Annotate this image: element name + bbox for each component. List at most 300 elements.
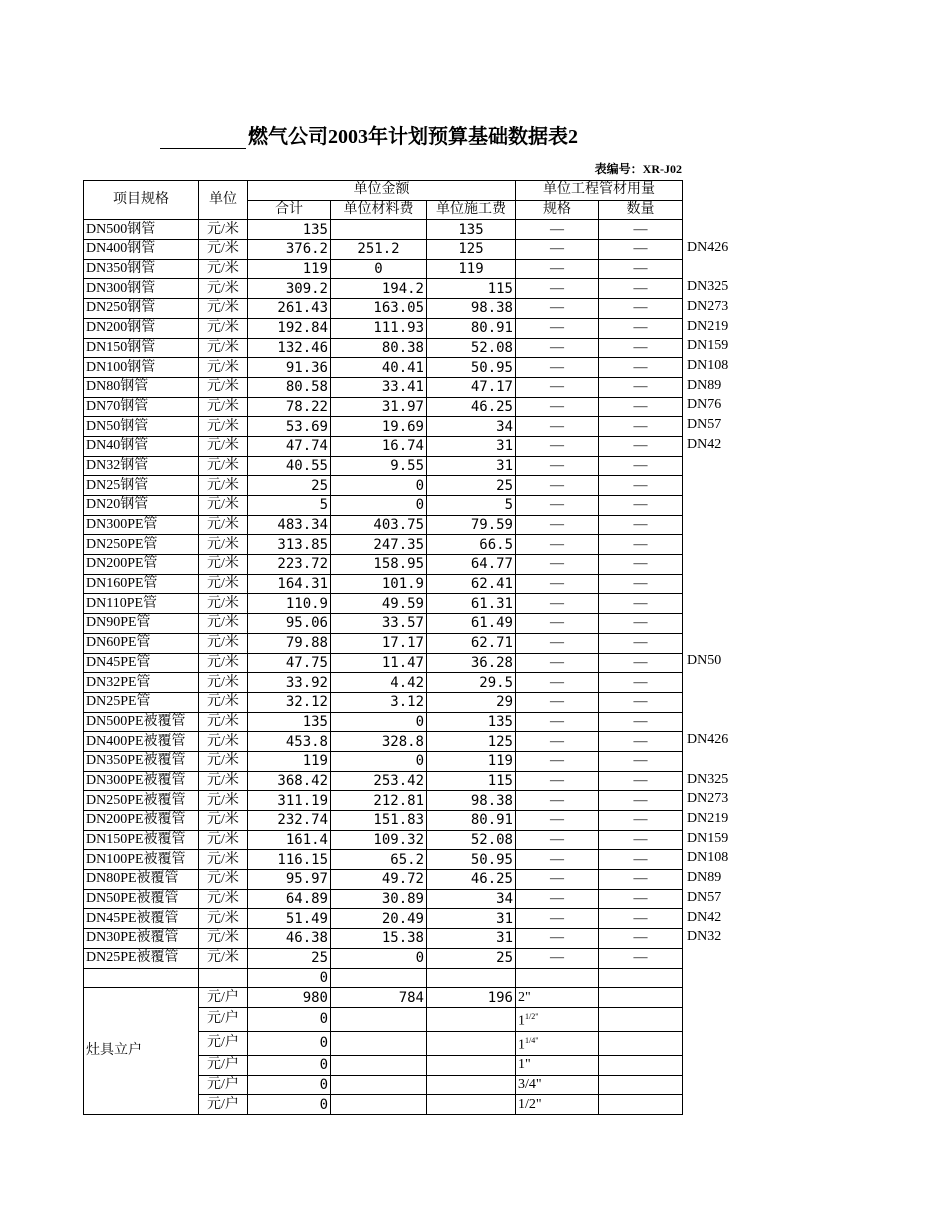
item-name: DN300PE被覆管 bbox=[84, 771, 199, 791]
spec-cell: — bbox=[516, 220, 599, 240]
total-cost: 368.42 bbox=[248, 771, 331, 791]
qty-cell: — bbox=[599, 456, 683, 476]
item-name: DN45PE管 bbox=[84, 653, 199, 673]
material-cost: 212.81 bbox=[331, 791, 427, 811]
construction-cost: 61.49 bbox=[427, 614, 516, 634]
side-note: DN42 bbox=[687, 909, 722, 925]
total-cost: 46.38 bbox=[248, 929, 331, 949]
unit-cell: 元/米 bbox=[199, 830, 248, 850]
item-name: DN500PE被覆管 bbox=[84, 712, 199, 732]
spec-sup: 1/2" bbox=[525, 1012, 539, 1022]
unit-cell: 元/米 bbox=[199, 712, 248, 732]
construction-cost: 62.41 bbox=[427, 574, 516, 594]
material-cost bbox=[331, 1007, 427, 1031]
table-row bbox=[84, 712, 683, 732]
spec-cell bbox=[516, 988, 599, 1008]
qty-cell: — bbox=[599, 732, 683, 752]
spec-cell bbox=[516, 968, 599, 988]
material-cost: 40.41 bbox=[331, 358, 427, 378]
total-cost: 91.36 bbox=[248, 358, 331, 378]
qty-cell: — bbox=[599, 259, 683, 279]
material-cost: 0 bbox=[331, 948, 427, 968]
header-spec: 规格 bbox=[516, 200, 599, 220]
unit-cell: 元/米 bbox=[199, 515, 248, 535]
header-unit: 单位 bbox=[199, 181, 248, 220]
material-cost bbox=[331, 1075, 427, 1095]
construction-cost: 31 bbox=[427, 929, 516, 949]
qty-cell bbox=[599, 1007, 683, 1031]
construction-cost: 135 bbox=[427, 712, 516, 732]
total-cost: 53.69 bbox=[248, 417, 331, 437]
item-name: DN60PE管 bbox=[84, 633, 199, 653]
header-qty: 数量 bbox=[599, 200, 683, 220]
qty-cell: — bbox=[599, 653, 683, 673]
total-cost: 47.75 bbox=[248, 653, 331, 673]
unit-cell: 元/米 bbox=[199, 417, 248, 437]
construction-cost: 31 bbox=[427, 909, 516, 929]
total-cost: 95.97 bbox=[248, 870, 331, 890]
table-row bbox=[84, 889, 683, 909]
construction-cost: 5 bbox=[427, 496, 516, 516]
qty-cell: — bbox=[599, 889, 683, 909]
table-row bbox=[84, 791, 683, 811]
unit-cell: 元/米 bbox=[199, 318, 248, 338]
construction-cost: 47.17 bbox=[427, 377, 516, 397]
item-name: DN150钢管 bbox=[84, 338, 199, 358]
material-cost: 20.49 bbox=[331, 909, 427, 929]
qty-cell: — bbox=[599, 417, 683, 437]
title-text: 燃气公司2003年计划预算基础数据表2 bbox=[248, 126, 578, 148]
spec-cell: — bbox=[516, 732, 599, 752]
qty-cell: — bbox=[599, 574, 683, 594]
construction-cost: 135 bbox=[427, 220, 516, 240]
table-row bbox=[84, 318, 683, 338]
unit-cell: 元/户 bbox=[199, 1007, 248, 1031]
header-construction: 单位施工费 bbox=[427, 200, 516, 220]
spec-cell: — bbox=[516, 397, 599, 417]
unit-cell: 元/米 bbox=[199, 653, 248, 673]
unit-cell: 元/米 bbox=[199, 436, 248, 456]
unit-cell: 元/米 bbox=[199, 496, 248, 516]
construction-cost: 31 bbox=[427, 436, 516, 456]
page-title bbox=[160, 120, 660, 150]
item-name: DN40钢管 bbox=[84, 436, 199, 456]
construction-cost bbox=[427, 968, 516, 988]
table-row bbox=[84, 377, 683, 397]
stove-label: 灶具立户 bbox=[84, 988, 199, 1115]
side-note: DN57 bbox=[687, 417, 722, 432]
construction-cost: 98.38 bbox=[427, 299, 516, 319]
spec-cell: — bbox=[516, 909, 599, 929]
material-cost: 80.38 bbox=[331, 338, 427, 358]
spec-cell: — bbox=[516, 712, 599, 732]
construction-cost: 80.91 bbox=[427, 318, 516, 338]
item-name: DN80钢管 bbox=[84, 377, 199, 397]
construction-cost: 62.71 bbox=[427, 633, 516, 653]
spec-cell bbox=[516, 1095, 599, 1115]
side-note: DN50 bbox=[687, 653, 722, 669]
total-cost: 164.31 bbox=[248, 574, 331, 594]
form-code: 表编号：XR-J02 bbox=[594, 162, 682, 176]
unit-cell: 元/米 bbox=[199, 259, 248, 279]
spec-cell bbox=[516, 1075, 599, 1095]
table-row bbox=[84, 811, 683, 831]
spec-cell: — bbox=[516, 889, 599, 909]
construction-cost: 34 bbox=[427, 889, 516, 909]
unit-cell: 元/米 bbox=[199, 397, 248, 417]
item-name: DN70钢管 bbox=[84, 397, 199, 417]
unit-cell: 元/米 bbox=[199, 751, 248, 771]
table-row bbox=[84, 653, 683, 673]
spec-cell bbox=[516, 1031, 599, 1055]
table-row bbox=[84, 358, 683, 378]
total-cost: 25 bbox=[248, 476, 331, 496]
total-cost: 0 bbox=[248, 1095, 331, 1115]
unit-cell: 元/米 bbox=[199, 732, 248, 752]
construction-cost: 46.25 bbox=[427, 870, 516, 890]
unit-cell: 元/米 bbox=[199, 948, 248, 968]
spec-cell: — bbox=[516, 614, 599, 634]
item-name: DN100PE被覆管 bbox=[84, 850, 199, 870]
unit-cell: 元/米 bbox=[199, 555, 248, 575]
unit-cell: 元/米 bbox=[199, 870, 248, 890]
total-cost: 32.12 bbox=[248, 692, 331, 712]
item-name: DN100钢管 bbox=[84, 358, 199, 378]
construction-cost: 50.95 bbox=[427, 358, 516, 378]
item-name: DN90PE管 bbox=[84, 614, 199, 634]
construction-cost: 125 bbox=[427, 240, 516, 260]
qty-cell: — bbox=[599, 594, 683, 614]
qty-cell: — bbox=[599, 358, 683, 378]
spec-main: 1 bbox=[518, 1013, 525, 1029]
material-cost: 16.74 bbox=[331, 436, 427, 456]
qty-cell: — bbox=[599, 673, 683, 693]
material-cost: 194.2 bbox=[331, 279, 427, 299]
spec-cell: — bbox=[516, 751, 599, 771]
construction-cost bbox=[427, 1095, 516, 1115]
spec-cell: — bbox=[516, 417, 599, 437]
item-name: DN32钢管 bbox=[84, 456, 199, 476]
table-row bbox=[84, 240, 683, 260]
qty-cell: — bbox=[599, 279, 683, 299]
construction-cost: 64.77 bbox=[427, 555, 516, 575]
total-cost: 119 bbox=[248, 751, 331, 771]
item-name: DN32PE管 bbox=[84, 673, 199, 693]
material-cost: 49.72 bbox=[331, 870, 427, 890]
unit-cell: 元/米 bbox=[199, 791, 248, 811]
construction-cost: 29.5 bbox=[427, 673, 516, 693]
table-row bbox=[84, 633, 683, 653]
total-cost: 0 bbox=[248, 1075, 331, 1095]
qty-cell: — bbox=[599, 633, 683, 653]
unit-cell: 元/米 bbox=[199, 811, 248, 831]
spec-main: 1/2" bbox=[518, 1096, 542, 1112]
item-name: DN200PE管 bbox=[84, 555, 199, 575]
material-cost: 49.59 bbox=[331, 594, 427, 614]
qty-cell: — bbox=[599, 535, 683, 555]
spec-cell: — bbox=[516, 633, 599, 653]
qty-cell: — bbox=[599, 771, 683, 791]
unit-cell: 元/米 bbox=[199, 614, 248, 634]
material-cost: 17.17 bbox=[331, 633, 427, 653]
table-row bbox=[84, 830, 683, 850]
material-cost: 101.9 bbox=[331, 574, 427, 594]
unit-cell: 元/米 bbox=[199, 889, 248, 909]
item-name: DN110PE管 bbox=[84, 594, 199, 614]
spec-cell: — bbox=[516, 515, 599, 535]
material-cost: 11.47 bbox=[331, 653, 427, 673]
spec-cell: — bbox=[516, 692, 599, 712]
construction-cost: 52.08 bbox=[427, 830, 516, 850]
item-name: DN30PE被覆管 bbox=[84, 929, 199, 949]
qty-cell: — bbox=[599, 692, 683, 712]
table-row bbox=[84, 338, 683, 358]
table-row bbox=[84, 870, 683, 890]
material-cost: 31.97 bbox=[331, 397, 427, 417]
qty-cell: — bbox=[599, 436, 683, 456]
item-name: DN25PE被覆管 bbox=[84, 948, 199, 968]
table-row bbox=[84, 673, 683, 693]
item-name: DN500钢管 bbox=[84, 220, 199, 240]
total-cost: 51.49 bbox=[248, 909, 331, 929]
side-note: DN159 bbox=[687, 338, 729, 354]
spec-cell: — bbox=[516, 791, 599, 811]
qty-cell: — bbox=[599, 811, 683, 831]
side-note: DN426 bbox=[687, 732, 729, 748]
total-cost: 110.9 bbox=[248, 594, 331, 614]
spec-cell: — bbox=[516, 653, 599, 673]
table-row bbox=[84, 436, 683, 456]
qty-cell: — bbox=[599, 377, 683, 397]
total-cost: 132.46 bbox=[248, 338, 331, 358]
qty-cell: — bbox=[599, 948, 683, 968]
table-row bbox=[84, 555, 683, 575]
qty-cell: — bbox=[599, 850, 683, 870]
construction-cost: 25 bbox=[427, 476, 516, 496]
unit-cell: 元/米 bbox=[199, 279, 248, 299]
material-cost: 0 bbox=[331, 476, 427, 496]
unit-cell: 元/米 bbox=[199, 535, 248, 555]
table-row bbox=[84, 299, 683, 319]
qty-cell: — bbox=[599, 338, 683, 358]
table-row bbox=[84, 279, 683, 299]
material-cost bbox=[331, 1095, 427, 1115]
item-name bbox=[84, 968, 199, 988]
spec-cell: — bbox=[516, 436, 599, 456]
construction-cost: 115 bbox=[427, 771, 516, 791]
item-name: DN250PE管 bbox=[84, 535, 199, 555]
stove-row bbox=[84, 988, 683, 1008]
total-cost: 40.55 bbox=[248, 456, 331, 476]
side-note: DN273 bbox=[687, 791, 729, 807]
item-name: DN50PE被覆管 bbox=[84, 889, 199, 909]
budget-table bbox=[83, 180, 683, 1115]
material-cost: 0 bbox=[331, 496, 427, 516]
total-cost: 161.4 bbox=[248, 830, 331, 850]
header-item: 项目规格 bbox=[84, 181, 199, 220]
qty-cell: — bbox=[599, 515, 683, 535]
construction-cost: 36.28 bbox=[427, 653, 516, 673]
item-name: DN400PE被覆管 bbox=[84, 732, 199, 752]
table-row bbox=[84, 259, 683, 279]
side-note: DN89 bbox=[687, 870, 722, 886]
header-material: 单位材料费 bbox=[331, 200, 427, 220]
spec-cell: — bbox=[516, 299, 599, 319]
table-row bbox=[84, 751, 683, 771]
qty-cell: — bbox=[599, 318, 683, 338]
material-cost: 251.2 bbox=[331, 240, 427, 260]
total-cost: 483.34 bbox=[248, 515, 331, 535]
side-note: DN32 bbox=[687, 929, 722, 945]
total-cost: 5 bbox=[248, 496, 331, 516]
unit-cell: 元/户 bbox=[199, 1031, 248, 1055]
item-name: DN150PE被覆管 bbox=[84, 830, 199, 850]
side-note: DN76 bbox=[687, 397, 722, 413]
qty-cell: — bbox=[599, 909, 683, 929]
total-cost: 309.2 bbox=[248, 279, 331, 299]
total-cost: 135 bbox=[248, 712, 331, 732]
item-name: DN160PE管 bbox=[84, 574, 199, 594]
qty-cell bbox=[599, 1031, 683, 1055]
construction-cost bbox=[427, 1075, 516, 1095]
unit-cell: 元/米 bbox=[199, 929, 248, 949]
spec-cell: — bbox=[516, 338, 599, 358]
header-pipe-group: 单位工程管材用量 bbox=[516, 181, 683, 201]
material-cost: 15.38 bbox=[331, 929, 427, 949]
item-name: DN25PE管 bbox=[84, 692, 199, 712]
total-cost: 0 bbox=[248, 1007, 331, 1031]
spec-cell: — bbox=[516, 496, 599, 516]
material-cost: 328.8 bbox=[331, 732, 427, 752]
side-note: DN42 bbox=[687, 436, 722, 452]
material-cost: 0 bbox=[331, 712, 427, 732]
total-cost: 980 bbox=[248, 988, 331, 1008]
qty-cell: — bbox=[599, 496, 683, 516]
total-cost: 376.2 bbox=[248, 240, 331, 260]
construction-cost: 66.5 bbox=[427, 535, 516, 555]
side-note: DN89 bbox=[687, 377, 722, 393]
construction-cost: 80.91 bbox=[427, 811, 516, 831]
total-cost: 47.74 bbox=[248, 436, 331, 456]
spec-cell: — bbox=[516, 850, 599, 870]
total-cost: 311.19 bbox=[248, 791, 331, 811]
item-name: DN250钢管 bbox=[84, 299, 199, 319]
unit-cell: 元/米 bbox=[199, 692, 248, 712]
side-note: DN325 bbox=[687, 771, 729, 787]
total-cost: 453.8 bbox=[248, 732, 331, 752]
qty-cell bbox=[599, 1075, 683, 1095]
spec-cell: — bbox=[516, 929, 599, 949]
material-cost: 3.12 bbox=[331, 692, 427, 712]
item-name: DN80PE被覆管 bbox=[84, 870, 199, 890]
construction-cost: 29 bbox=[427, 692, 516, 712]
spec-cell: — bbox=[516, 555, 599, 575]
construction-cost: 119 bbox=[427, 259, 516, 279]
total-cost: 79.88 bbox=[248, 633, 331, 653]
construction-cost bbox=[427, 1031, 516, 1055]
unit-cell: 元/米 bbox=[199, 574, 248, 594]
construction-cost: 52.08 bbox=[427, 338, 516, 358]
spec-cell bbox=[516, 1007, 599, 1031]
material-cost: 109.32 bbox=[331, 830, 427, 850]
construction-cost: 79.59 bbox=[427, 515, 516, 535]
material-cost: 65.2 bbox=[331, 850, 427, 870]
spec-cell: — bbox=[516, 240, 599, 260]
header-row-1 bbox=[84, 181, 683, 201]
item-name: DN400钢管 bbox=[84, 240, 199, 260]
side-note: DN108 bbox=[687, 357, 729, 373]
item-name: DN20钢管 bbox=[84, 496, 199, 516]
spec-cell: — bbox=[516, 594, 599, 614]
table-row bbox=[84, 220, 683, 240]
material-cost: 158.95 bbox=[331, 555, 427, 575]
material-cost: 253.42 bbox=[331, 771, 427, 791]
table-row bbox=[84, 948, 683, 968]
material-cost: 9.55 bbox=[331, 456, 427, 476]
item-name: DN350PE被覆管 bbox=[84, 751, 199, 771]
side-note: DN159 bbox=[687, 830, 729, 846]
table-row bbox=[84, 594, 683, 614]
unit-cell: 元/米 bbox=[199, 377, 248, 397]
spec-cell: — bbox=[516, 830, 599, 850]
unit-cell: 元/米 bbox=[199, 299, 248, 319]
total-cost: 313.85 bbox=[248, 535, 331, 555]
spec-main: 3/4" bbox=[518, 1076, 542, 1092]
material-cost: 33.57 bbox=[331, 614, 427, 634]
spec-cell: — bbox=[516, 377, 599, 397]
total-cost: 0 bbox=[248, 1055, 331, 1075]
qty-cell: — bbox=[599, 791, 683, 811]
material-cost bbox=[331, 1055, 427, 1075]
unit-cell: 元/户 bbox=[199, 1095, 248, 1115]
spec-cell: — bbox=[516, 673, 599, 693]
spec-cell: — bbox=[516, 948, 599, 968]
table-row bbox=[84, 574, 683, 594]
construction-cost bbox=[427, 1007, 516, 1031]
table-row bbox=[84, 397, 683, 417]
material-cost: 403.75 bbox=[331, 515, 427, 535]
material-cost: 0 bbox=[331, 751, 427, 771]
material-cost: 111.93 bbox=[331, 318, 427, 338]
unit-cell: 元/户 bbox=[199, 1055, 248, 1075]
spec-cell: — bbox=[516, 574, 599, 594]
item-name: DN300PE管 bbox=[84, 515, 199, 535]
item-name: DN50钢管 bbox=[84, 417, 199, 437]
total-cost: 116.15 bbox=[248, 850, 331, 870]
item-name: DN300钢管 bbox=[84, 279, 199, 299]
table-row bbox=[84, 850, 683, 870]
item-name: DN200钢管 bbox=[84, 318, 199, 338]
table-row bbox=[84, 496, 683, 516]
material-cost: 19.69 bbox=[331, 417, 427, 437]
table-row bbox=[84, 732, 683, 752]
header-amount-group: 单位金额 bbox=[248, 181, 516, 201]
unit-cell: 元/米 bbox=[199, 240, 248, 260]
qty-cell bbox=[599, 1055, 683, 1075]
spec-cell: — bbox=[516, 358, 599, 378]
unit-cell: 元/米 bbox=[199, 476, 248, 496]
qty-cell bbox=[599, 968, 683, 988]
construction-cost: 119 bbox=[427, 751, 516, 771]
spec-main: 2" bbox=[518, 989, 531, 1005]
unit-cell: 元/米 bbox=[199, 220, 248, 240]
item-name: DN250PE被覆管 bbox=[84, 791, 199, 811]
spec-cell: — bbox=[516, 259, 599, 279]
unit-cell: 元/米 bbox=[199, 338, 248, 358]
construction-cost: 98.38 bbox=[427, 791, 516, 811]
total-cost: 0 bbox=[248, 968, 331, 988]
total-cost: 33.92 bbox=[248, 673, 331, 693]
